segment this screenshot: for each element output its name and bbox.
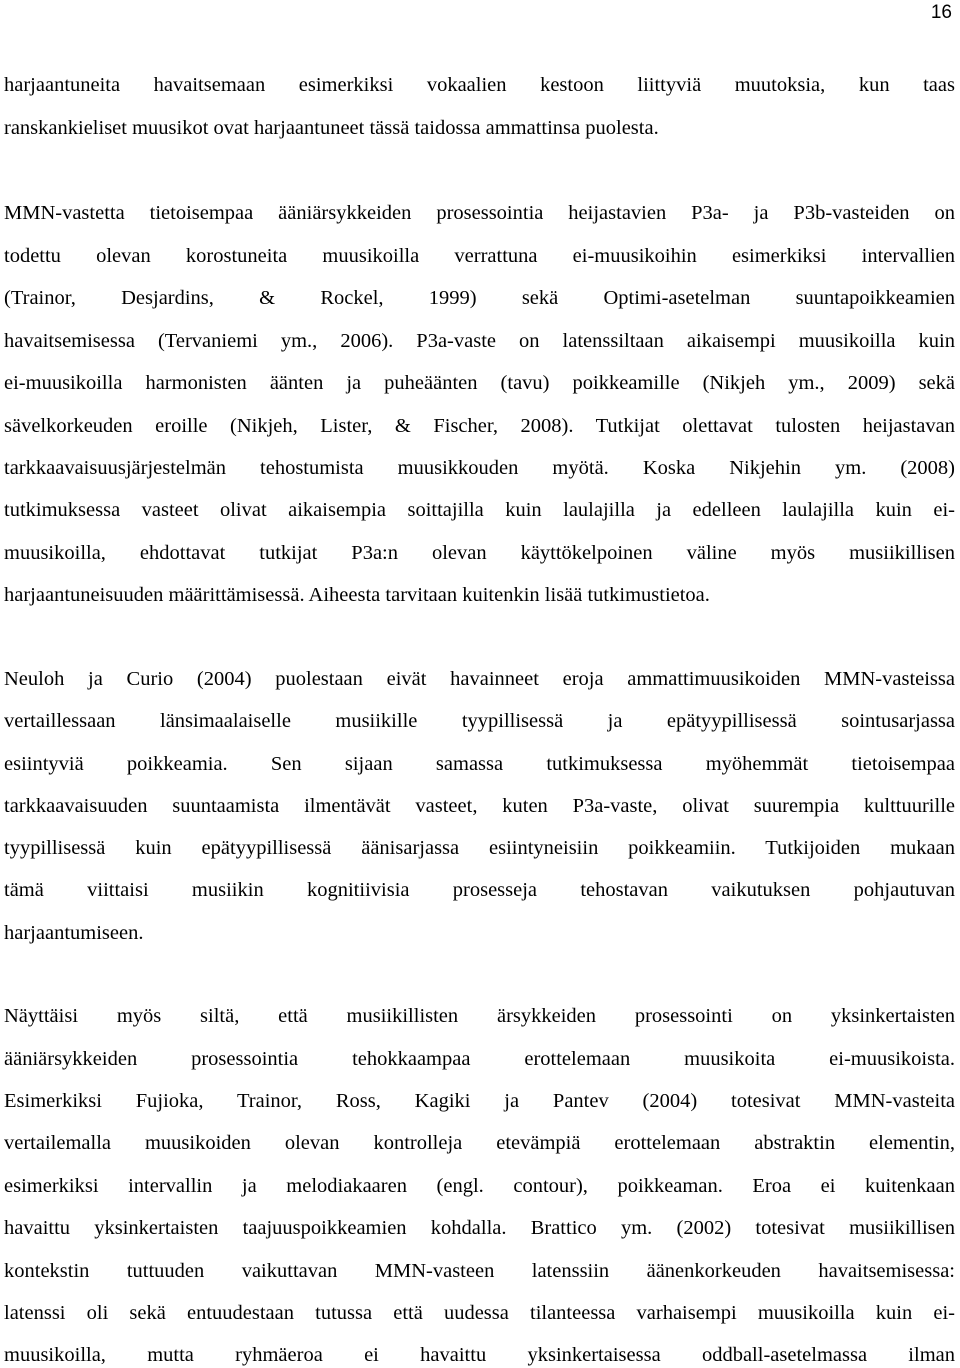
text-line: ei-muusikoilla harmonisten äänten ja puheäänten (tavu) poikkeamille (Nikjeh ym., 2009) sekä: [4, 372, 955, 394]
text-line: kontekstin tuttuuden vaikuttavan MMN-vasteen latenssiin äänenkorkeuden havaitsemisessa:: [4, 1260, 955, 1282]
text-line: (Trainor, Desjardins, & Rockel, 1999) sekä Optimi-asetelman suuntapoikkeamien: [4, 287, 955, 309]
text-line: muusikoilla, ehdottavat tutkijat P3a:n olevan käyttökelpoinen väline myös musiikillisen: [4, 542, 955, 564]
text-line: Näyttäisi myös siltä, että musiikillisten ärsykkeiden prosessointi on yksinkertaisten: [4, 1005, 955, 1027]
text-line: sävelkorkeuden eroille (Nikjeh, Lister, & Fischer, 2008). Tutkijat olettavat tulosten heijastavan: [4, 415, 955, 437]
text-line: latenssi oli sekä entuudestaan tutussa että uudessa tilanteessa varhaisempi muusikoilla kuin ei-: [4, 1302, 955, 1324]
text-line: tyypillisessä kuin epätyypillisessä äänisarjassa esiintyneisiin poikkeamiin. Tutkijoiden mukaan: [4, 837, 955, 859]
text-line: ranskankieliset muusikot ovat harjaantuneet tässä taidossa ammattinsa puolesta.: [4, 117, 659, 139]
text-line: vertailemalla muusikoiden olevan kontrolleja etevämpiä erottelemaan abstraktin elementin,: [4, 1132, 955, 1154]
text-line: esimerkiksi intervallin ja melodiakaaren (engl. contour), poikkeaman. Eroa ei kuitenkaan: [4, 1175, 955, 1197]
text-line: tämä viittaisi musiikin kognitiivisia prosesseja tehostavan vaikutuksen pohjautuvan: [4, 879, 955, 901]
text-line: Esimerkiksi Fujioka, Trainor, Ross, Kagiki ja Pantev (2004) totesivat MMN-vasteita: [4, 1090, 955, 1112]
page-number: 16: [930, 2, 952, 23]
text-line: tutkimuksessa vasteet olivat aikaisempia soittajilla kuin laulajilla ja edelleen laulajilla kuin ei-: [4, 499, 955, 521]
text-line: ääniärsykkeiden prosessointia tehokkaampaa erottelemaan muusikoita ei-muusikoista.: [4, 1048, 955, 1070]
text-line: muusikoilla, mutta ryhmäeroa ei havaittu yksinkertaisessa oddball-asetelmassa ilman: [4, 1344, 955, 1366]
text-line: tarkkaavaisuusjärjestelmän tehostumista muusikkouden myötä. Koska Nikjehin ym. (2008): [4, 457, 955, 479]
text-line: harjaantuneita havaitsemaan esimerkiksi vokaalien kestoon liittyviä muutoksia, kun taas: [4, 74, 955, 96]
text-line: havaitsemisessa (Tervaniemi ym., 2006). P3a-vaste on latenssiltaan aikaisempi muusikoilla kuin: [4, 330, 955, 352]
text-line: esiintyviä poikkeamia. Sen sijaan samassa tutkimuksessa myöhemmät tietoisempaa: [4, 753, 955, 775]
text-line: vertaillessaan länsimaalaiselle musiikille tyypillisessä ja epätyypillisessä sointusarjassa: [4, 710, 955, 732]
text-line: harjaantuneisuuden määrittämisessä. Aiheesta tarvitaan kuitenkin lisää tutkimustietoa.: [4, 584, 710, 606]
text-line: todettu olevan korostuneita muusikoilla verrattuna ei-muusikoihin esimerkiksi intervallien: [4, 245, 955, 267]
text-line: havaittu yksinkertaisten taajuuspoikkeamien kohdalla. Brattico ym. (2002) totesivat musiikillisen: [4, 1217, 955, 1239]
text-line: harjaantumiseen.: [4, 922, 144, 944]
text-line: Neuloh ja Curio (2004) puolestaan eivät havainneet eroja ammattimuusikoiden MMN-vasteissa: [4, 668, 955, 690]
text-line: tarkkaavaisuuden suuntaamista ilmentävät vasteet, kuten P3a-vaste, olivat suurempia kulttuurille: [4, 795, 955, 817]
text-line: MMN-vastetta tietoisempaa ääniärsykkeiden prosessointia heijastavien P3a- ja P3b-vasteiden on: [4, 202, 955, 224]
